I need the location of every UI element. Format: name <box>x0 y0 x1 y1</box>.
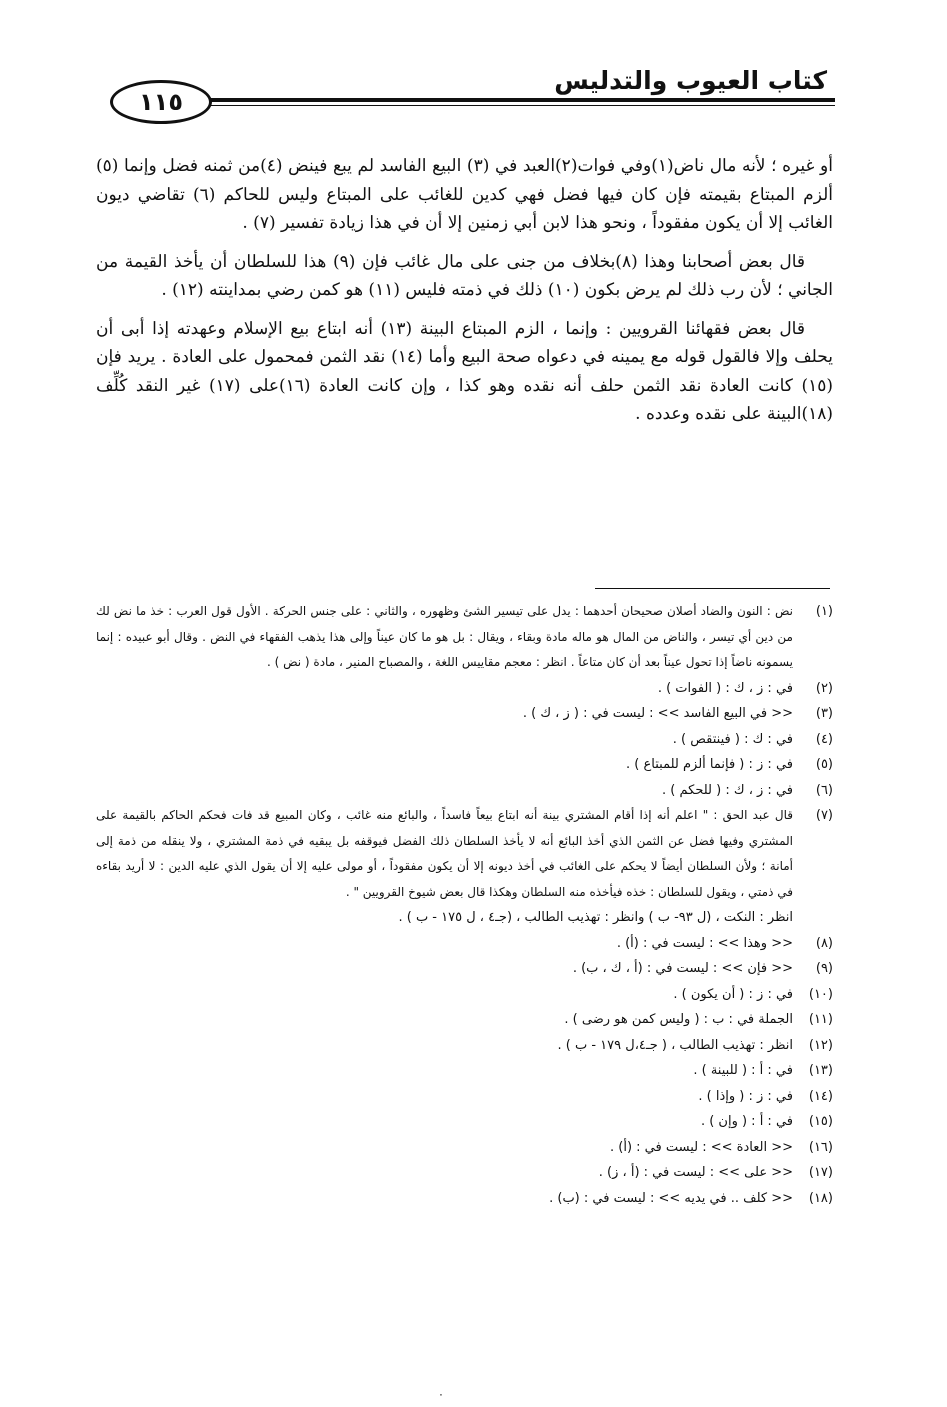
footnote-item <box>96 1186 833 1212</box>
footnote-number: (٧) <box>815 808 833 823</box>
footnote-number: (٨) <box>815 935 833 951</box>
footnote-number: (٤) <box>815 731 833 747</box>
footnote-number: (١١) <box>808 1012 833 1027</box>
footnote-text: في : ز ، ك : ( للحكم ) . <box>662 782 793 798</box>
footnote-text: << العادة >> : ليست في : (أ) . <box>610 1139 793 1155</box>
footnote-text: << في البيع الفاسد >> : ليست في : ( ز ، ك ) . <box>522 706 793 721</box>
footnote-item <box>96 1033 833 1059</box>
paragraph-3: قال بعض فقهائنا القرويين : وإنما ، الزم المبتاع البينة (١٣) أنه ابتاع بيع الإسلام وعهدته إذا أبى أن يحلف وإلا فالقول قوله مع يمينه في دعواه صحة البيع وأما (١٤) نقد الثمن فمحمول على العادة . يريد فإن (١٥) كانت العادة نقد الثمن حلف أنه نقده وهو كذا ، وإن كانت العادة (١٦)على (١٧) غير النقد كُلِّف (١٨)البينة على نقده وعدده . <box>96 318 834 424</box>
footnote-text: في : ز : ( أن يكون ) . <box>673 986 793 1002</box>
footnote-text: << وهذا >> : ليست في : (أ) . <box>616 935 793 951</box>
paragraph-1: أو غيره ؛ لأنه مال ناض(١)وفي فوات(٢)العبد في (٣) البيع الفاسد لم يبع فينض (٤)من ثمنه فضل وإنما (٥) ألزم المبتاع بقيمته فإن كان فيها فضل فهي كدين للغائب على المبتاع وليس للحاكم (٦) تقاضي ديون الغائب إلا أن يكون مفقوداً ، ونحو هذا لابن أبي زمنين إلا أن في هذا زيادة تفسير (٧) . <box>96 156 833 233</box>
footnote-number: (٥) <box>815 757 833 772</box>
page-number: ١١٥ <box>110 80 212 124</box>
footnote-item <box>96 956 833 982</box>
footnote-number: (١٥) <box>808 1114 833 1129</box>
paragraph-2: قال بعض أصحابنا وهذا (٨)بخلاف من جنى على مال غائب فإن (٩) هذا للسلطان أن يأخذ القيمة من الجاني ؛ لأن رب ذلك لم يرض بكون (١٠) ذلك في ذمته فليس (١١) هو كمن رضي بمداينته (١٢) . <box>96 251 833 300</box>
footnote-item <box>96 727 833 753</box>
footnote-item <box>96 982 833 1008</box>
footnotes <box>96 599 833 1211</box>
footnote-number: (١٠) <box>808 986 833 1002</box>
footnote-item <box>96 1135 833 1161</box>
footnote-number: (١٦) <box>808 1139 833 1155</box>
footnote-item <box>96 778 833 804</box>
footnote-number: (٩) <box>815 961 833 976</box>
footnote-separator <box>595 588 830 589</box>
footnote-text: << فإن >> : ليست في : (أ ، ك ، ب) . <box>572 961 793 976</box>
footnote-item <box>96 752 833 778</box>
footnote-text: في : ز ، ك : ( الفوات ) . <box>657 680 793 696</box>
footnote-text: في : ك : ( فينتقص ) . <box>672 731 793 747</box>
footnote-text: الجملة في : ب : ( وليس كمن هو رضى ) . <box>564 1012 793 1027</box>
footnote-text: انظر : النكت ، (ل ٩٣- ب ) وانظر : تهذيب الطالب ، (جـ٤ ، ل ١٧٥ - ب ) . <box>398 910 793 925</box>
footnote-item <box>96 1058 833 1084</box>
page-header <box>100 66 835 128</box>
book-title: كتاب العيوب والتدليس <box>550 66 831 95</box>
footnote-item <box>96 1109 833 1135</box>
footnote-number: (١٧) <box>808 1165 833 1180</box>
footnote-item <box>96 676 833 702</box>
footnote-text: في : أ : ( وإن ) . <box>700 1114 793 1129</box>
footnote-item <box>96 599 833 676</box>
footnote-item <box>96 905 833 931</box>
footnote-number: (٦) <box>815 782 833 798</box>
footnote-item <box>96 1084 833 1110</box>
footnote-number: (١٢) <box>808 1037 833 1053</box>
footnote-item <box>96 1160 833 1186</box>
footnote-number: (٢) <box>815 680 833 696</box>
footnote-text: في : أ : ( للبينة ) . <box>693 1063 793 1078</box>
footnote-text: انظر : تهذيب الطالب ، ( جـ٤،ل ١٧٩ - ب ) . <box>557 1037 793 1053</box>
footnote-number: (١٤) <box>808 1088 833 1104</box>
footnote-text: << كلف .. في يديه >> : ليست في : (ب) . <box>549 1190 793 1206</box>
footnote-number: (٣) <box>815 706 833 721</box>
footnote-text: << على >> : ليست في : (أ ، ز) . <box>598 1165 793 1180</box>
footnote-text: في : ز : ( وإذا ) . <box>698 1088 793 1104</box>
footnote-number: (١) <box>815 604 833 619</box>
header-rule <box>180 98 835 102</box>
footnote-number: (١٨) <box>808 1190 833 1206</box>
bottom-mark: ٠ <box>438 1388 444 1401</box>
main-text <box>96 152 833 439</box>
footnote-text: في : ز : ( فإنما ألزم للمبتاع ) . <box>626 757 793 772</box>
footnote-text: قال عبد الحق : " اعلم أنه إذا أقام المشتري بينة أنه ابتاع بيعاً فاسداً ، والبائع منه غائب ، وكان المبيع قد فات فحكم الحاكم بالقيمة على المشتري وفيها فضل عن الثمن الذي أخذ البائع أنه لا يأخذ السلطان ذلك الفضل فيوقفه بل يبقيه في ذمة المشتري ، ولا ينقله من ذمة إلى أمانة ؛ ولأن السلطان أيضاً لا يحكم على الغائب في أخذ ديونه إلا أن يكون مفقوداً ، أو مولى عليه إلا أن يقول الذي عليه الدين : لا أريد بقاءه في ذمتي ، ويقول للسلطان : خذه فيأخذه منه السلطان وهكذا قال بعض شيوخ القرويين " . <box>96 808 793 899</box>
footnote-item <box>96 1007 833 1033</box>
header-rule-thin <box>180 105 835 106</box>
footnote-number: (١٣) <box>808 1063 833 1078</box>
footnote-item <box>96 701 833 727</box>
footnote-item <box>96 803 833 905</box>
footnote-text: نض : النون والضاد أصلان صحيحان أحدهما : يدل على تيسير الشئ وظهوره ، والثاني : على جنس الحركة . الأول قول العرب : خذ ما نض لك من دين أي تيسر ، والناض من المال هو ماله مادة وبقاء ، ويقال : بل هو ما كان عيناً وإلى هذا يذهب الفقهاء في النض . وقال أبو عبيده : إنما يسمونه ناضاً إذا تحول عيناً بعد أن كان متاعاً . انظر : معجم مقاييس اللغة ، والمصباح المنير ، مادة ( نض ) . <box>96 604 793 669</box>
footnote-item <box>96 931 833 957</box>
